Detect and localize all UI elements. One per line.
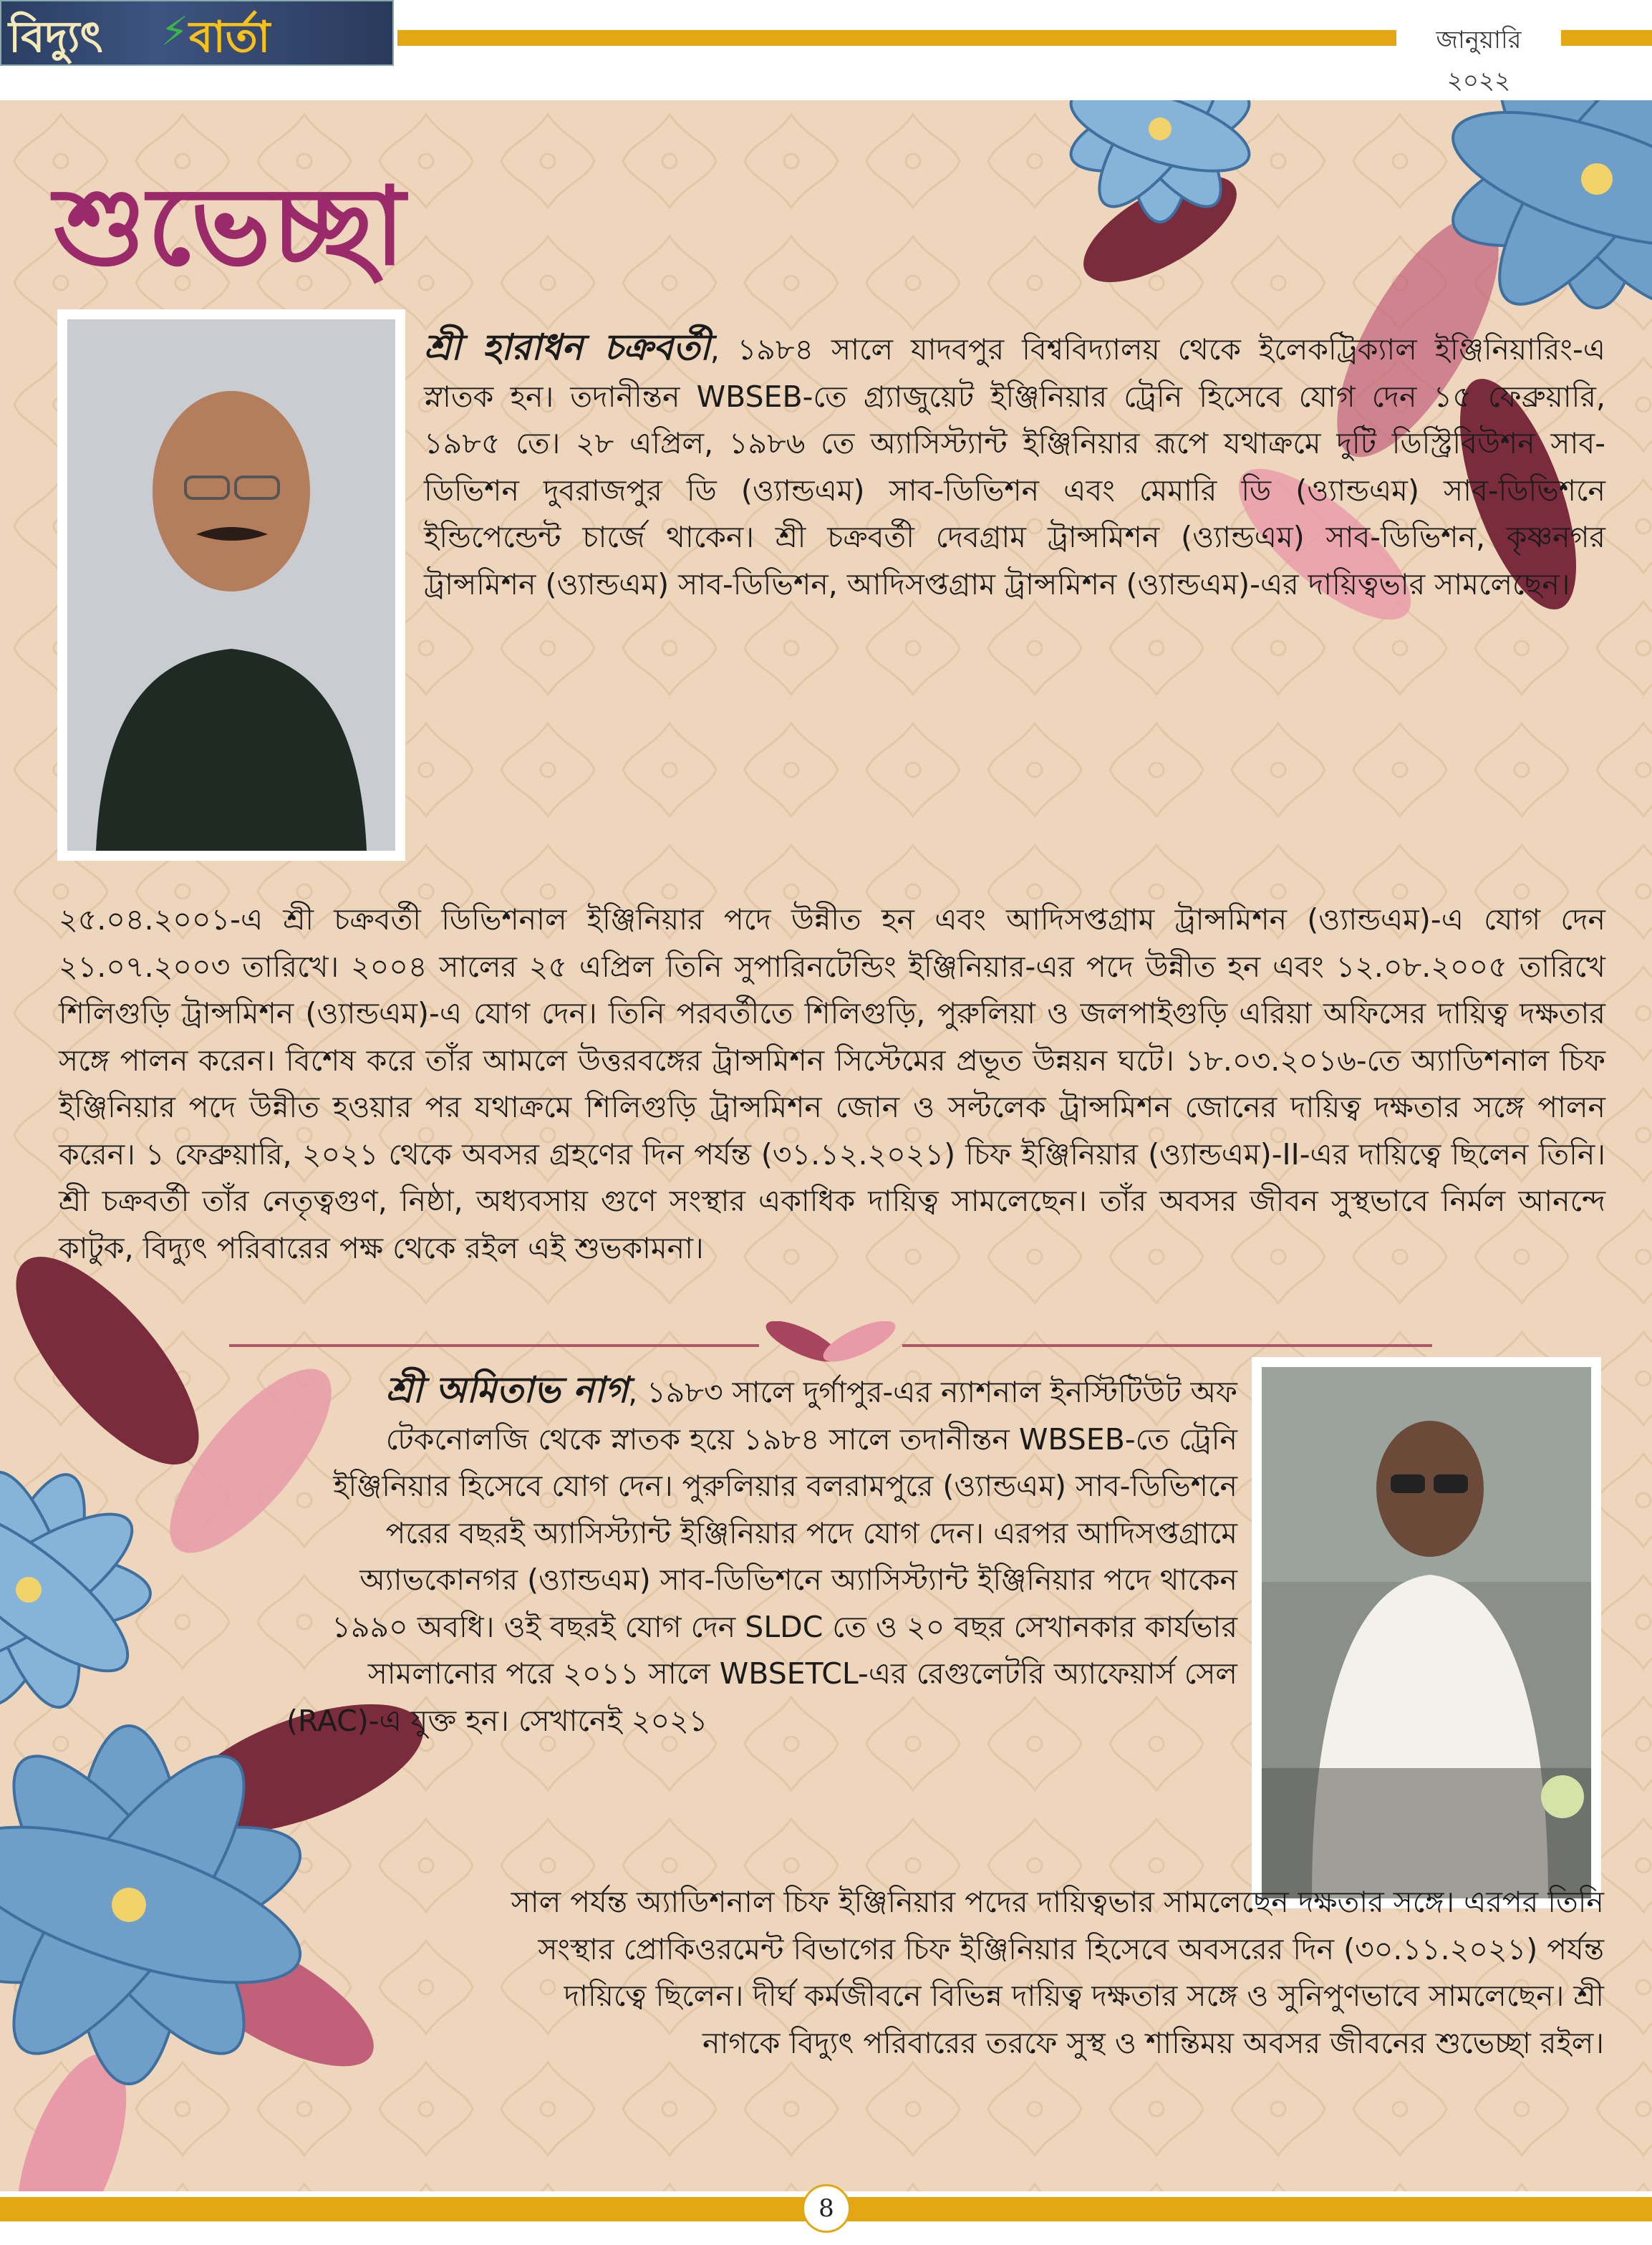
portrait-photo-amitabha <box>1252 1357 1601 1908</box>
magazine-logo <box>0 0 394 66</box>
bio2-text-bottom: সাল পর্যন্ত অ্যাডিশনাল চিফ ইঞ্জিনিয়ার পদের দায়িত্বভার সামলেছেন দক্ষতার সঙ্গে। এরপর তিনি সংস্থার প্রোকিওরমেন্ট বিভাগের চিফ ইঞ্জিনিয়ার হিসেবে অবসরের দিন (৩০.১১.২০২১) পর্যন্ত দায়িত্বে ছিলেন। দীর্ঘ কর্মজীবনে বিভিন্ন দায়িত্ব দক্ষতার সঙ্গে ও সুনিপুণভাবে সামলেছেন। শ্রী নাগকে বিদ্যুৎ পরিবারের তরফে সুস্থ ও শান্তিময় অবসর জীবনের শুভেচ্ছা রইল। <box>511 1885 1604 2060</box>
header-rule-right <box>1561 30 1652 46</box>
bio1-text-bottom: ২৫.০৪.২০০১-এ শ্রী চক্রবর্তী ডিভিশনাল ইঞ্জিনিয়ার পদে উন্নীত হন এবং আদিসপ্তগ্রাম ট্রান্সমিশন (ও্যান্ডএম)-এ যোগ দেন ২১.০৭.২০০৩ তারিখে। ২০০৪ সালের ২৫ এপ্রিল তিনি সুপারিনটেন্ডিং ইঞ্জিনিয়ার-এর পদে উন্নীত হন এবং ১২.০৮.২০০৫ তারিখে শিলিগুড়ি ট্রান্সমিশন (ও্যান্ডএম)-এ যোগ দেন। তিনি পরবর্তীতে শিলিগুড়ি, পুরুলিয়া ও জলপাইগুড়ি এরিয়া অফিসের দায়িত্ব দক্ষতার সঙ্গে পালন করেন। বিশেষ করে তাঁর আমলে উত্তরবঙ্গের ট্রান্সমিশন সিস্টেমের প্রভূত উন্নয়ন ঘটে। ১৮.০৩.২০১৬-তে অ্যাডিশনাল চিফ ইঞ্জিনিয়ার পদে উন্নীত হওয়ার পর যথাক্রমে শিলিগুড়ি ট্রান্সমিশন জোন ও সল্টলেক ট্রান্সমিশন জোনের দায়িত্ব দক্ষতার সঙ্গে পালন করেন। ১ ফেব্রুয়ারি, ২০২১ থেকে অবসর গ্রহণের দিন পর্যন্ত (৩১.১২.২০২১) চিফ ইঞ্জিনিয়ার (ও্যান্ডএম)-II-এর দায়িত্বে ছিলেন তিনি। শ্রী চক্রবর্তী তাঁর নেতৃত্বগুণ, নিষ্ঠা, অধ্যবসায় গুণে সংস্থার একাধিক দায়িত্ব সামলেছেন। তাঁর অবসর জীবন সুস্থভাবে নির্মল আনন্দে কাটুক, বিদ্যুৎ পরিবারের পক্ষ থেকে রইল এই শুভকামনা। <box>59 902 1605 1265</box>
bio1-text-top: , ১৯৮৪ সালে যাদবপুর বিশ্ববিদ্যালয় থেকে ইলেকট্রিক্যাল ইঞ্জিনিয়ারিং-এ স্নাতক হন। তদানীন্তন WBSEB-তে গ্র্যাজুয়েট ইঞ্জিনিয়ার ট্রেনি হিসেবে যোগ দেন ১৫ ফেব্রুয়ারি, ১৯৮৫ তে। ২৮ এপ্রিল, ১৯৮৬ তে অ্যাসিস্ট্যান্ট ইঞ্জিনিয়ার রূপে যথাক্রমে দুটি ডিস্ট্রিবিউশন সাব-ডিভিশন দুবরাজপুর ডি (ও্যান্ডএম) সাব-ডিভিশন এবং মেমারি ডি (ও্যান্ডএম) সাব-ডিভিশনে ইন্ডিপেন্ডেন্ট চার্জে থাকেন। শ্রী চক্রবর্তী দেবগ্রাম ট্রান্সমিশন (ও্যান্ডএম) সাব-ডিভিশন, কৃষ্ণনগর ট্রান্সমিশন (ও্যান্ডএম) সাব-ডিভিশন, আদিসপ্তগ্রাম ট্রান্সমিশন (ও্যান্ডএম)-এর দায়িত্বভার সামলেছেন। <box>424 332 1605 602</box>
portrait-image <box>67 319 395 851</box>
lightning-icon: ⚡ <box>160 9 189 55</box>
logo-text-1: বিদ্যুৎ <box>9 12 103 62</box>
header-rule <box>397 30 1396 46</box>
issue-date: জানুয়ারি ২০২২ <box>1436 26 1522 95</box>
page-number: 8 <box>818 2194 834 2223</box>
page-header <box>0 0 1652 95</box>
page-number-badge <box>802 2184 851 2233</box>
bio1-name: শ্রী হারাধন চক্রবর্তী <box>424 326 710 368</box>
bio2-name: শ্রী অমিতাভ নাগ <box>385 1368 629 1411</box>
bio2-text-top: , ১৯৮৩ সালে দুর্গাপুর-এর ন্যাশনাল ইনস্টিটিউট অফ টেকনোলজি থেকে স্নাতক হয়ে ১৯৮৪ সালে তদানীন্তন WBSEB-তে ট্রেনি ইঞ্জিনিয়ার হিসেবে যোগ দেন। পুরুলিয়ার বলরামপুরে (ও্যান্ডএম) সাব-ডিভিশনে পরের বছরই অ্যাসিস্ট্যান্ট ইঞ্জিনিয়ার পদে যোগ দেন। এরপর আদিসপ্তগ্রামে অ্যাভকোনগর (ও্যান্ডএম) সাব-ডিভিশনে অ্যাসিস্ট্যান্ট ইঞ্জিনিয়ার পদে থাকেন ১৯৯০ অবধি। ওই বছরই যোগ দেন SLDC তে ও ২০ বছর সেখানকার কার্যভার সামলানোর পরে ২০১১ সালে WBSETCL-এর রেগুলেটরি অ্যাফেয়ার্স সেল (RAC)-এ যুক্ত হন। সেখানেই ২০২১ <box>286 1375 1237 1738</box>
logo-text-2: বার্তা <box>189 12 271 62</box>
bio2-intro <box>286 1366 1237 1744</box>
bio1-intro <box>424 324 1605 608</box>
portrait-image <box>1262 1367 1591 1898</box>
page-title: শুভেচ্ছা <box>54 163 407 289</box>
portrait-photo-haradhan <box>57 309 405 861</box>
article-page <box>0 100 1652 2191</box>
